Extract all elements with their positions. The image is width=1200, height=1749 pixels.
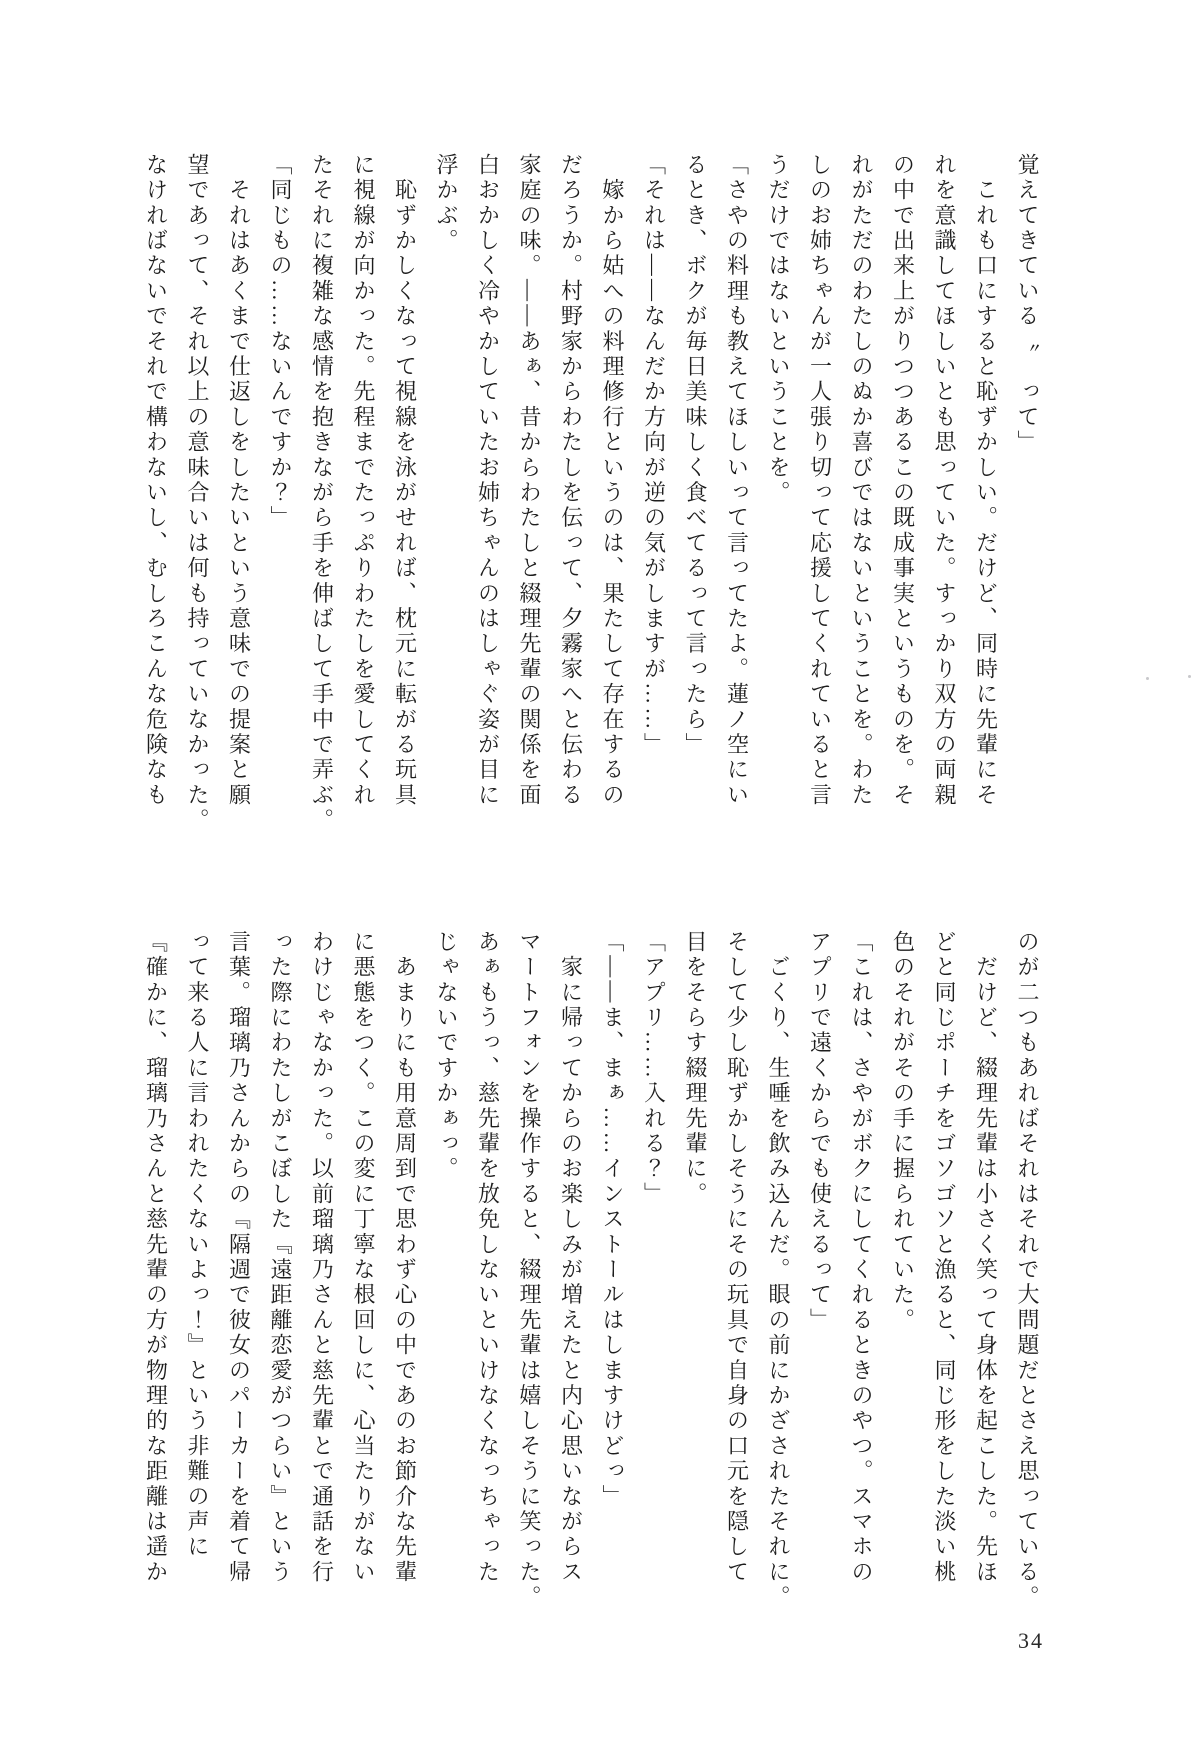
- text-column: だけど、綴理先輩は小さく笑って身体を起こした。先ほ: [973, 930, 999, 1586]
- text-column: れを意識してほしいとも思っていた。すっかり双方の両親: [932, 153, 957, 809]
- text-column: あまりにも用意周到で思わず心の中であのお節介な先輩: [392, 930, 418, 1586]
- text-column: あぁもうっ、慈先輩を放免しないといけなくなっちゃった: [475, 930, 501, 1586]
- text-column: 「――ま、まぁ……インストールはしますけどっ」: [600, 930, 625, 1510]
- text-column: 色のそれがその手に握られていた。: [890, 930, 916, 1334]
- scan-speck: [1146, 677, 1149, 680]
- text-column: 覚えてきている〝 って」: [1015, 153, 1040, 456]
- text-column: 『確かに、瑠璃乃さんと慈先輩の方が物理的な距離は遥か: [143, 930, 169, 1586]
- text-column: 「それは――なんだか方向が逆の気がしますが……」: [641, 153, 667, 758]
- text-column: だろうか。村野家からわたしを伝って、夕霧家へと伝わる: [558, 153, 584, 809]
- text-column: 「これは、さやがボクにしてくれるときのやつ。スマホの: [849, 930, 874, 1586]
- text-column: わけじゃなかった。以前瑠璃乃さんと慈先輩とで通話を行: [309, 930, 335, 1586]
- top-text-block: [135, 153, 1048, 848]
- text-column: たそれに複雑な感情を抱きながら手を伸ばして手中で弄ぶ。: [309, 153, 335, 834]
- text-column: それはあくまで仕返しをしたいという意味での提案と願: [226, 153, 252, 809]
- text-column: どと同じポーチをゴソゴソと漁ると、同じ形をした淡い桃: [932, 930, 957, 1586]
- text-column: 「同じもの……ないんですか？」: [268, 153, 293, 531]
- text-column: 目をそらす綴理先輩に。: [683, 930, 708, 1208]
- page-number: 34: [1018, 1628, 1044, 1653]
- text-column: 嫁から姑への料理修行というのは、果たして存在するの: [600, 153, 625, 809]
- scan-speck: [1188, 675, 1191, 678]
- bottom-text-block: [135, 930, 1048, 1625]
- text-column: なければないでそれで構わないし、むしろこんな危険なも: [143, 153, 169, 809]
- text-column: 家に帰ってからのお楽しみが増えたと内心思いながらス: [558, 930, 584, 1586]
- text-column: じゃないですかぁっ。: [434, 930, 459, 1182]
- text-column: しのお姉ちゃんが一人張り切って応援してくれていると言: [807, 153, 833, 809]
- text-column: そして少し恥ずかしそうにその玩具で自身の口元を隠して: [724, 930, 750, 1586]
- text-column: うだけではないということを。: [766, 153, 791, 506]
- text-column: 「さやの料理も教えてほしいって言ってたよ。蓮ノ空にい: [724, 153, 750, 809]
- text-column: って来る人に言われたくないよっ！』という非難の声に: [185, 930, 210, 1560]
- text-column: に視線が向かった。先程までたっぷりわたしを愛してくれ: [351, 153, 376, 809]
- text-column: 望であって、それ以上の意味合いは何も持っていなかった。: [185, 153, 210, 834]
- text-column: 白おかしく冷やかしていたお姉ちゃんのはしゃぐ姿が目に: [475, 153, 501, 809]
- text-column: れがただのわたしのぬか喜びではないということを。わた: [849, 153, 874, 809]
- text-column: に悪態をつく。この変に丁寧な根回しに、心当たりがない: [351, 930, 376, 1586]
- text-column: った際にわたしがこぼした『遠距離恋愛がつらい』という: [268, 930, 293, 1586]
- text-column: のが二つもあればそれはそれで大問題だとさえ思っている。: [1015, 930, 1040, 1611]
- text-column: 浮かぶ。: [434, 153, 459, 254]
- text-column: 「アプリ……入れる？」: [641, 930, 667, 1208]
- text-column: 言葉。瑠璃乃さんからの『隔週で彼女のパーカーを着て帰: [226, 930, 252, 1586]
- text-column: マートフォンを操作すると、綴理先輩は嬉しそうに笑った。: [517, 930, 542, 1611]
- text-column: の中で出来上がりつつあるこの既成事実というものを。そ: [890, 153, 916, 809]
- text-column: るとき、ボクが毎日美味しく食べてるって言ったら」: [683, 153, 708, 758]
- text-column: 恥ずかしくなって視線を泳がせれば、枕元に転がる玩具: [392, 153, 418, 809]
- text-column: 家庭の味。――あぁ、昔からわたしと綴理先輩の関係を面: [517, 153, 542, 809]
- text-column: アプリで遠くからでも使えるって」: [807, 930, 833, 1334]
- text-column: これも口にすると恥ずかしい。だけど、同時に先輩にそ: [973, 153, 999, 809]
- text-column: ごくり、生唾を飲み込んだ。眼の前にかざされたそれに。: [766, 930, 791, 1611]
